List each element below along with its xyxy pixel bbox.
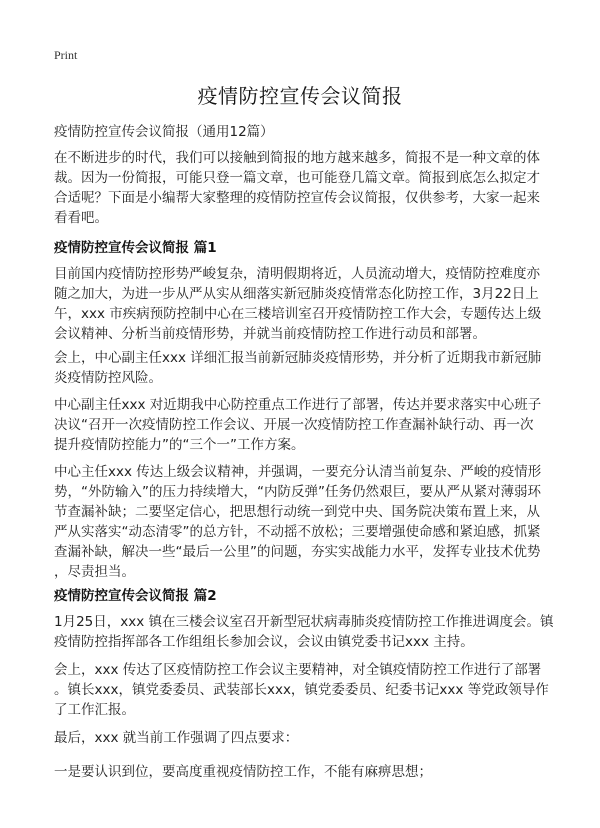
text-line: 一是要认识到位，要高度重视疫情防控工作，不能有麻痹思想； [54,764,432,780]
text-line: 势，“外防输入”的压力持续增大，“内防反弹”任务仍然艰巨，要从严从紧对薄弱环 [54,484,541,500]
text-line: 。镇长xxx，镇党委委员、武装部长xxx，镇党委委员、纪委书记xxx 等党政领导作 [54,682,549,698]
section-1-paragraph-4 [54,462,554,582]
text-line: 目前国内疫情防控形势严峻复杂，清明假期将近，人员流动增大，疫情防控难度亦 [54,266,540,282]
text-line: 提升疫情防控能力”的“三个一”工作方案。 [54,437,305,453]
text-line: 会议精神、分析当前疫情形势，并就当前疫情防控工作进行动员和部署。 [54,326,486,342]
text-line: 合适呢？下面是小编帮大家整理的疫情防控宣传会议简报，仅供参考，大家一起来 [54,190,540,206]
text-line: 中心副主任xxx 对近期我中心防控重点工作进行了部署，传达并要求落实中心班子 [54,397,542,413]
section-2-paragraph-1 [54,612,554,652]
section-2-paragraph-3 [54,728,554,748]
text-line: 炎疫情防控风险。 [54,370,162,386]
section-2-paragraph-2 [54,660,554,720]
print-link[interactable]: Print [54,48,78,62]
text-line: 1月25日，xxx 镇在三楼会议室召开新型冠状病毒肺炎疫情防控工作推进调度会。镇 [54,614,554,630]
text-line: 节查漏补缺；二要坚定信心，把思想行动统一到党中央、国务院决策布置上来，从 [54,504,540,520]
text-line: 严从实落实“动态清零”的总方针，不动摇不放松；三要增强使命感和紧迫感，抓紧 [54,524,541,540]
text-line: 了工作汇报。 [54,702,135,718]
text-line: 随之加大，为进一步从严从实从细落实新冠肺炎疫情常态化防控工作，3月22日上 [54,286,539,302]
document-title: 疫情防控宣传会议简报 [197,84,403,108]
section-1-paragraph-2 [54,348,554,388]
text-line: 查漏补缺，解决一些“最后一公里”的问题，夯实实战能力水平，发挥专业技术优势 [54,544,541,560]
section-1-paragraph-3 [54,395,554,455]
text-line: 会上，xxx 传达了区疫情防控工作会议主要精神，对全镇疫情防控工作进行了部署 [54,662,542,678]
text-line: 裁。因为一份简报，可能只登一篇文章，也可能登几篇文章。简报到底怎么拟定才 [54,170,540,186]
text-line: 在不断进步的时代，我们可以接触到简报的地方越来越多，简报不是一种文章的体 [54,150,540,166]
text-line: 决议“召开一次疫情防控工作会议、开展一次疫情防控工作查漏补缺行动、再一次 [54,417,534,433]
text-line: 看看吧。 [54,210,108,226]
text-line: 疫情防控指挥部各工作组组长参加会议，会议由镇党委书记xxx 主持。 [54,634,474,650]
text-line: 中心主任xxx 传达上级会议精神，并强调，一要充分认清当前复杂、严峻的疫情形 [54,464,542,480]
section-2-paragraph-4 [54,762,554,782]
text-line: 会上，中心副主任xxx 详细汇报当前新冠肺炎疫情形势，并分析了近期我市新冠肺 [54,350,542,366]
intro-paragraph [54,148,554,228]
text-line: 最后，xxx 就当前工作强调了四点要求： [54,730,299,746]
section-heading-2: 疫情防控宣传会议简报 篇2 [54,588,217,604]
document-subtitle: 疫情防控宣传会议简报（通用12篇） [54,124,274,140]
section-1-paragraph-1 [54,264,554,344]
text-line: 午，xxx 市疾病预防控制中心在三楼培训室召开疫情防控工作大会，专题传达上级 [54,306,542,322]
section-heading-1: 疫情防控宣传会议简报 篇1 [54,240,217,256]
text-line: ，尽责担当。 [54,564,135,580]
